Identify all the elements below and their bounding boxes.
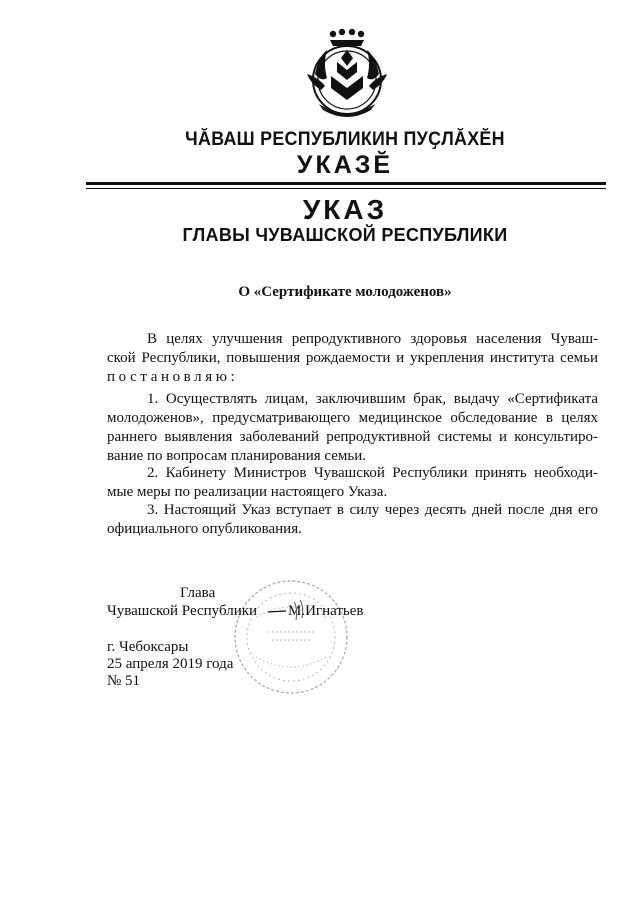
date: 25 апреля 2019 года [107,656,234,672]
document-title: О «Сертификате молодоженов» [238,284,452,300]
body-line: мые меры по реализации настоящего Указа. [107,484,388,500]
signatory-position: Глава [180,585,216,601]
body-line: 3. Настоящий Указ вступает в силу через десять дней после дня его [147,502,598,518]
signatory-republic: Чувашской Республики [107,603,258,619]
signatory-name: М.Игнатьев [288,603,364,619]
chuvash-decree-title: УКАЗĔ [296,151,394,179]
body-line: молодоженов», предусматривающего медицинское обследование в целях [107,410,598,426]
chuvash-header: ЧӐВАШ РЕСПУБЛИКИН ПУҪЛӐХĔН [185,129,505,150]
body-line: официального опубликования. [107,521,302,537]
signature-mark [264,598,314,622]
body-line: ской Республики, повышения рождаемости и укрепления института семьи [107,350,598,366]
place: г. Чебоксары [107,639,189,655]
body-line-resolve: постановляю: [107,369,239,385]
body-line: 2. Кабинету Министров Чувашской Республики принять необходи- [147,465,598,481]
body-line: 1. Осуществлять лицам, заключившим брак, выдачу «Сертификата [147,391,598,407]
body-line: вание по вопросам планирования семьи. [107,448,366,464]
header-rule-thin [86,188,606,189]
body-line: раннего выявления заболеваний репродуктивной системы и консультиро- [107,429,598,445]
decree-number: № 51 [107,673,141,689]
body-line: В целях улучшения репродуктивного здоровья населения Чуваш- [147,331,598,347]
header-rule-thick [86,182,606,185]
decree-title: УКАЗ [302,194,388,225]
emblem-logo [297,26,397,120]
decree-issuer: ГЛАВЫ ЧУВАШСКОЙ РЕСПУБЛИКИ [182,225,508,245]
official-seal-stamp [226,577,356,697]
